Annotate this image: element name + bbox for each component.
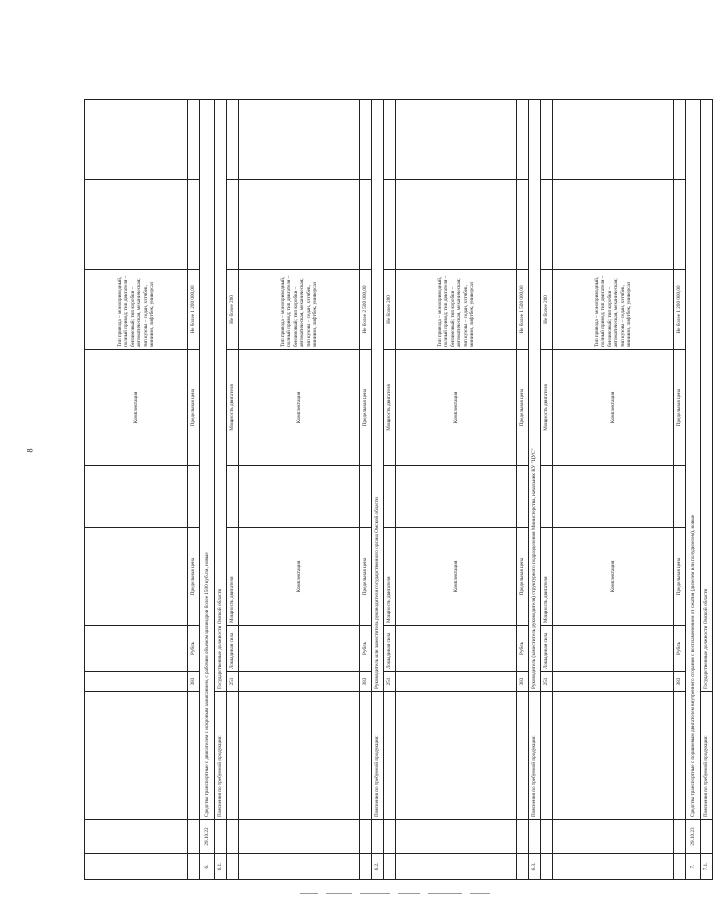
table-row: 7.1. Пояснения по требуемой продукции: Государственные должности Омской области xyxy=(701,100,713,880)
table-row: 6.1. Пояснения по требуемой продукции: Государственные должности Омской области xyxy=(215,100,227,880)
table-row: Комплектация Комплектация Тип привода – моноприводный, полный привод; тип двигателя – бензиновый; тип коробки – автоматическая, механическая; тип кузова – седан, хэтчбек, минивэн, лифтбек, универсал xyxy=(553,100,674,880)
scan-artifacts xyxy=(300,884,600,890)
table-row: 251 Лошадиная сила Мощность двигателя Мощность двигателя Не более 200 xyxy=(541,100,553,880)
table-row: 6. 29.10.22 Средства транспортные с двигателем с искровым зажиганием, с рабочим объемом цилиндров более 1500 куб.см, новые xyxy=(200,100,215,880)
table-row: 383 Рубль Предельная цена Предельная цена Не более 1 200 000,00 xyxy=(188,100,200,880)
table-row: 251 Лошадиная сила Мощность двигателя Мощность двигателя Не более 200 xyxy=(384,100,396,880)
table-row: 7. 29.10.23 Средства транспортные с поршневым двигателем внутреннего сгорания с воспламенением от сжатия (дизелем или полудизелем), новые xyxy=(686,100,701,880)
table-row: Комплектация Комплектация Тип привода – моноприводный, полный привод; тип двигателя – бензиновый; тип коробки – автоматическая, механическая; тип кузова – седан, хэтчбек, минивэн, лифтбек, универсал xyxy=(239,100,360,880)
table-row: Комплектация Комплектация Тип привода – моноприводный, полный привод; тип двигателя – бензиновый; тип коробки – автоматическая, механическая; тип кузова – седан, хэтчбек, минивэн, лифтбек, универсал xyxy=(396,100,517,880)
rotated-table-page xyxy=(84,100,710,880)
requirements-table xyxy=(84,99,713,880)
table-row: 383 Рубль Предельная цена Предельная цена Не более 1 200 000,00 xyxy=(674,100,686,880)
table-row: 251 Лошадиная сила Мощность двигателя Мощность двигателя Не более 200 xyxy=(227,100,239,880)
table-row: 6.3. Пояснения по требуемой продукции: Руководитель (заместитель руководителя) структурного подразделения Министерства, начальник КУ "ЦУС" xyxy=(529,100,541,880)
page-number: 8 xyxy=(25,448,35,453)
table-row: 6.2. Пояснения по требуемой продукции: Руководитель или заместитель руководителя государственного органа Омской области xyxy=(372,100,384,880)
table-row: Комплектация Тип привода – моноприводный, полный привод; тип двигателя – бензиновый; тип коробки – автоматическая, механическая; тип кузова – седан, хэтчбек, минивэн, лифтбек, универсал xyxy=(85,100,188,880)
table-row: 383 Рубль Предельная цена Предельная цена Не более 1 500 000,00 xyxy=(517,100,529,880)
table-row: 383 Рубль Предельная цена Предельная цена Не более 2 500 000,00 xyxy=(360,100,372,880)
